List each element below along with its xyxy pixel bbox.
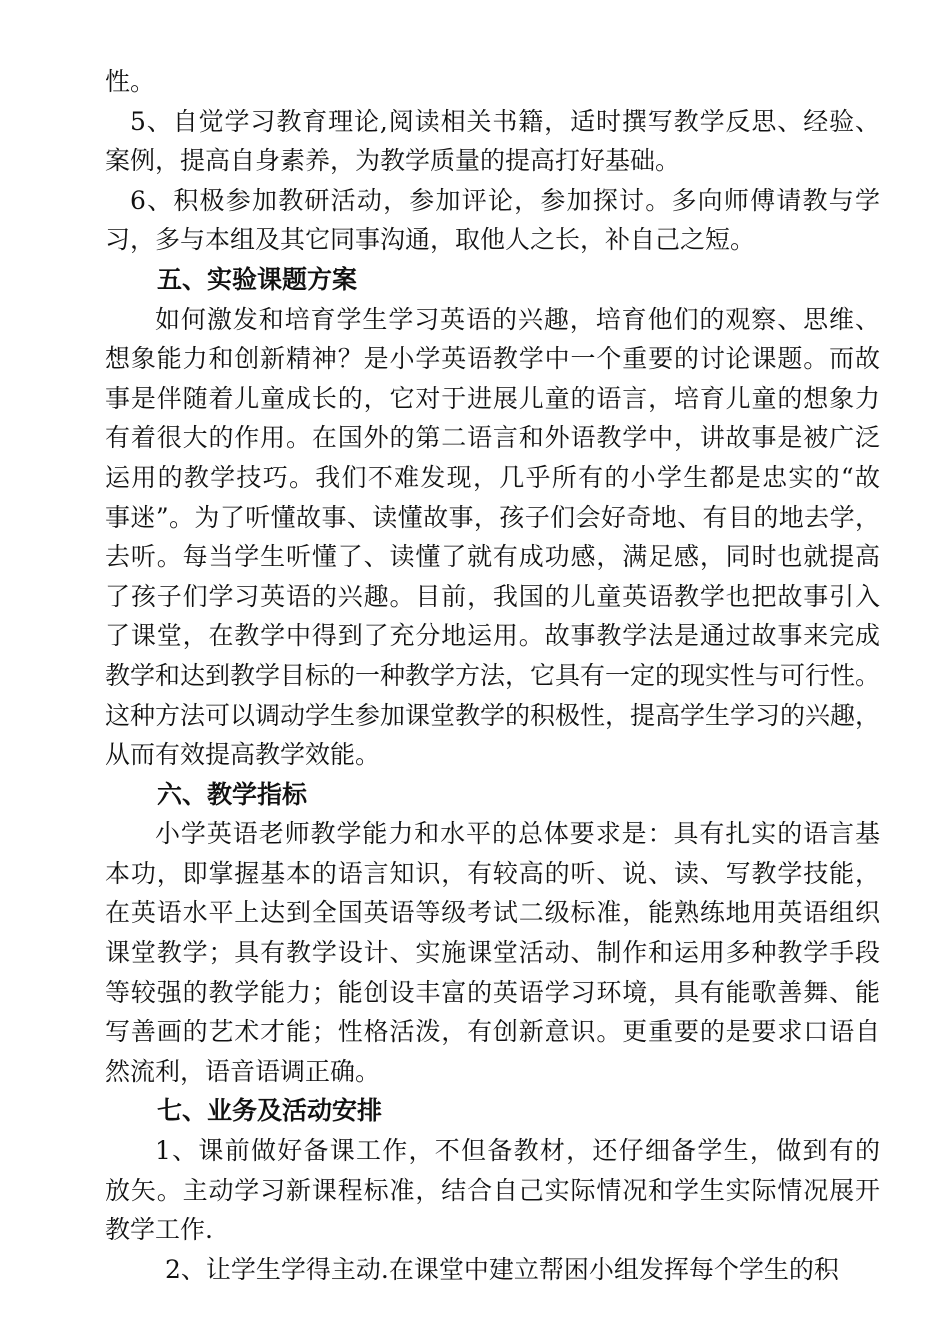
paragraph — [105, 102, 880, 181]
text-line: 运用的教学技巧。我们不难发现，几乎所有的小学生都是忠实的“故 — [105, 462, 880, 492]
text-line: 放矢。主动学习新课程标准，结合自己实际情况和学生实际情况展开 — [105, 1175, 880, 1205]
text-line: 想象能力和创新精神？是小学英语教学中一个重要的讨论课题。而故 — [105, 344, 880, 374]
paragraph — [105, 814, 880, 1091]
text-line: 教学和达到教学目标的一种教学方法，它具有一定的现实性与可行性。 — [105, 660, 881, 690]
text-line: 了孩子们学习英语的兴趣。目前，我国的儿童英语教学也把故事引入 — [105, 581, 880, 611]
paragraph — [105, 300, 880, 775]
text-line: 1、课前做好备课工作，不但备教材，还仔细备学生，做到有的 — [155, 1136, 880, 1166]
paragraph — [105, 1250, 880, 1290]
text-line: 教学工作. — [105, 1215, 213, 1245]
text-line: 写善画的艺术才能；性格活泼，有创新意识。更重要的是要求口语自 — [105, 1017, 880, 1047]
text-line: 习，多与本组及其它同事沟通，取他人之长，补自己之短。 — [105, 225, 756, 255]
text-line: 性。 — [105, 67, 156, 96]
text-line: 2、让学生学得主动.在课堂中建立帮困小组发挥每个学生的积 — [165, 1254, 839, 1284]
section-heading: 六、教学指标 — [157, 779, 308, 809]
text-line: 小学英语老师教学能力和水平的总体要求是：具有扎实的语言基 — [155, 819, 880, 849]
text-line: 等较强的教学能力；能创设丰富的英语学习环境，具有能歌善舞、能 — [105, 977, 880, 1007]
text-line: 5、自觉学习教育理论,阅读相关书籍，适时撰写教学反思、经验、 — [130, 106, 880, 136]
document-page — [105, 62, 880, 1289]
section-heading: 七、业务及活动安排 — [157, 1096, 383, 1126]
text-line: 课堂教学；具有教学设计、实施课堂活动、制作和运用多种教学手段 — [105, 938, 880, 968]
text-line: 在英语水平上达到全国英语等级考试二级标准，能熟练地用英语组织 — [105, 898, 880, 928]
section-heading: 五、实验课题方案 — [157, 264, 358, 294]
text-line: 6、积极参加教研活动，参加评论，参加探讨。多向师傅请教与学 — [130, 185, 880, 215]
text-line: 然流利，语音语调正确。 — [105, 1056, 381, 1086]
text-line: 从而有效提高教学效能。 — [105, 740, 381, 770]
paragraph — [105, 1131, 880, 1250]
text-line: 有着很大的作用。在国外的第二语言和外语教学中，讲故事是被广泛 — [105, 423, 880, 453]
text-line: 了课堂，在教学中得到了充分地运用。故事教学法是通过故事来完成 — [105, 621, 880, 651]
text-line: 事迷”。为了听懂故事、读懂故事，孩子们会好奇地、有目的地去学， — [105, 502, 880, 532]
text-line: 事是伴随着儿童成长的，它对于进展儿童的语言，培育儿童的想象力 — [105, 383, 880, 413]
text-line: 这种方法可以调动学生参加课堂教学的积极性，提高学生学习的兴趣， — [105, 700, 881, 730]
text-line: 案例，提高自身素养，为教学质量的提高打好基础。 — [105, 146, 681, 176]
paragraph — [105, 181, 880, 260]
text-line: 去听。每当学生听懂了、读懂了就有成功感，满足感，同时也就提高 — [105, 542, 880, 572]
text-line: 本功，即掌握基本的语言知识，有较高的听、说、读、写教学技能， — [105, 858, 880, 888]
paragraph — [105, 62, 880, 102]
text-line: 如何激发和培育学生学习英语的兴趣，培育他们的观察、思维、 — [155, 304, 880, 334]
